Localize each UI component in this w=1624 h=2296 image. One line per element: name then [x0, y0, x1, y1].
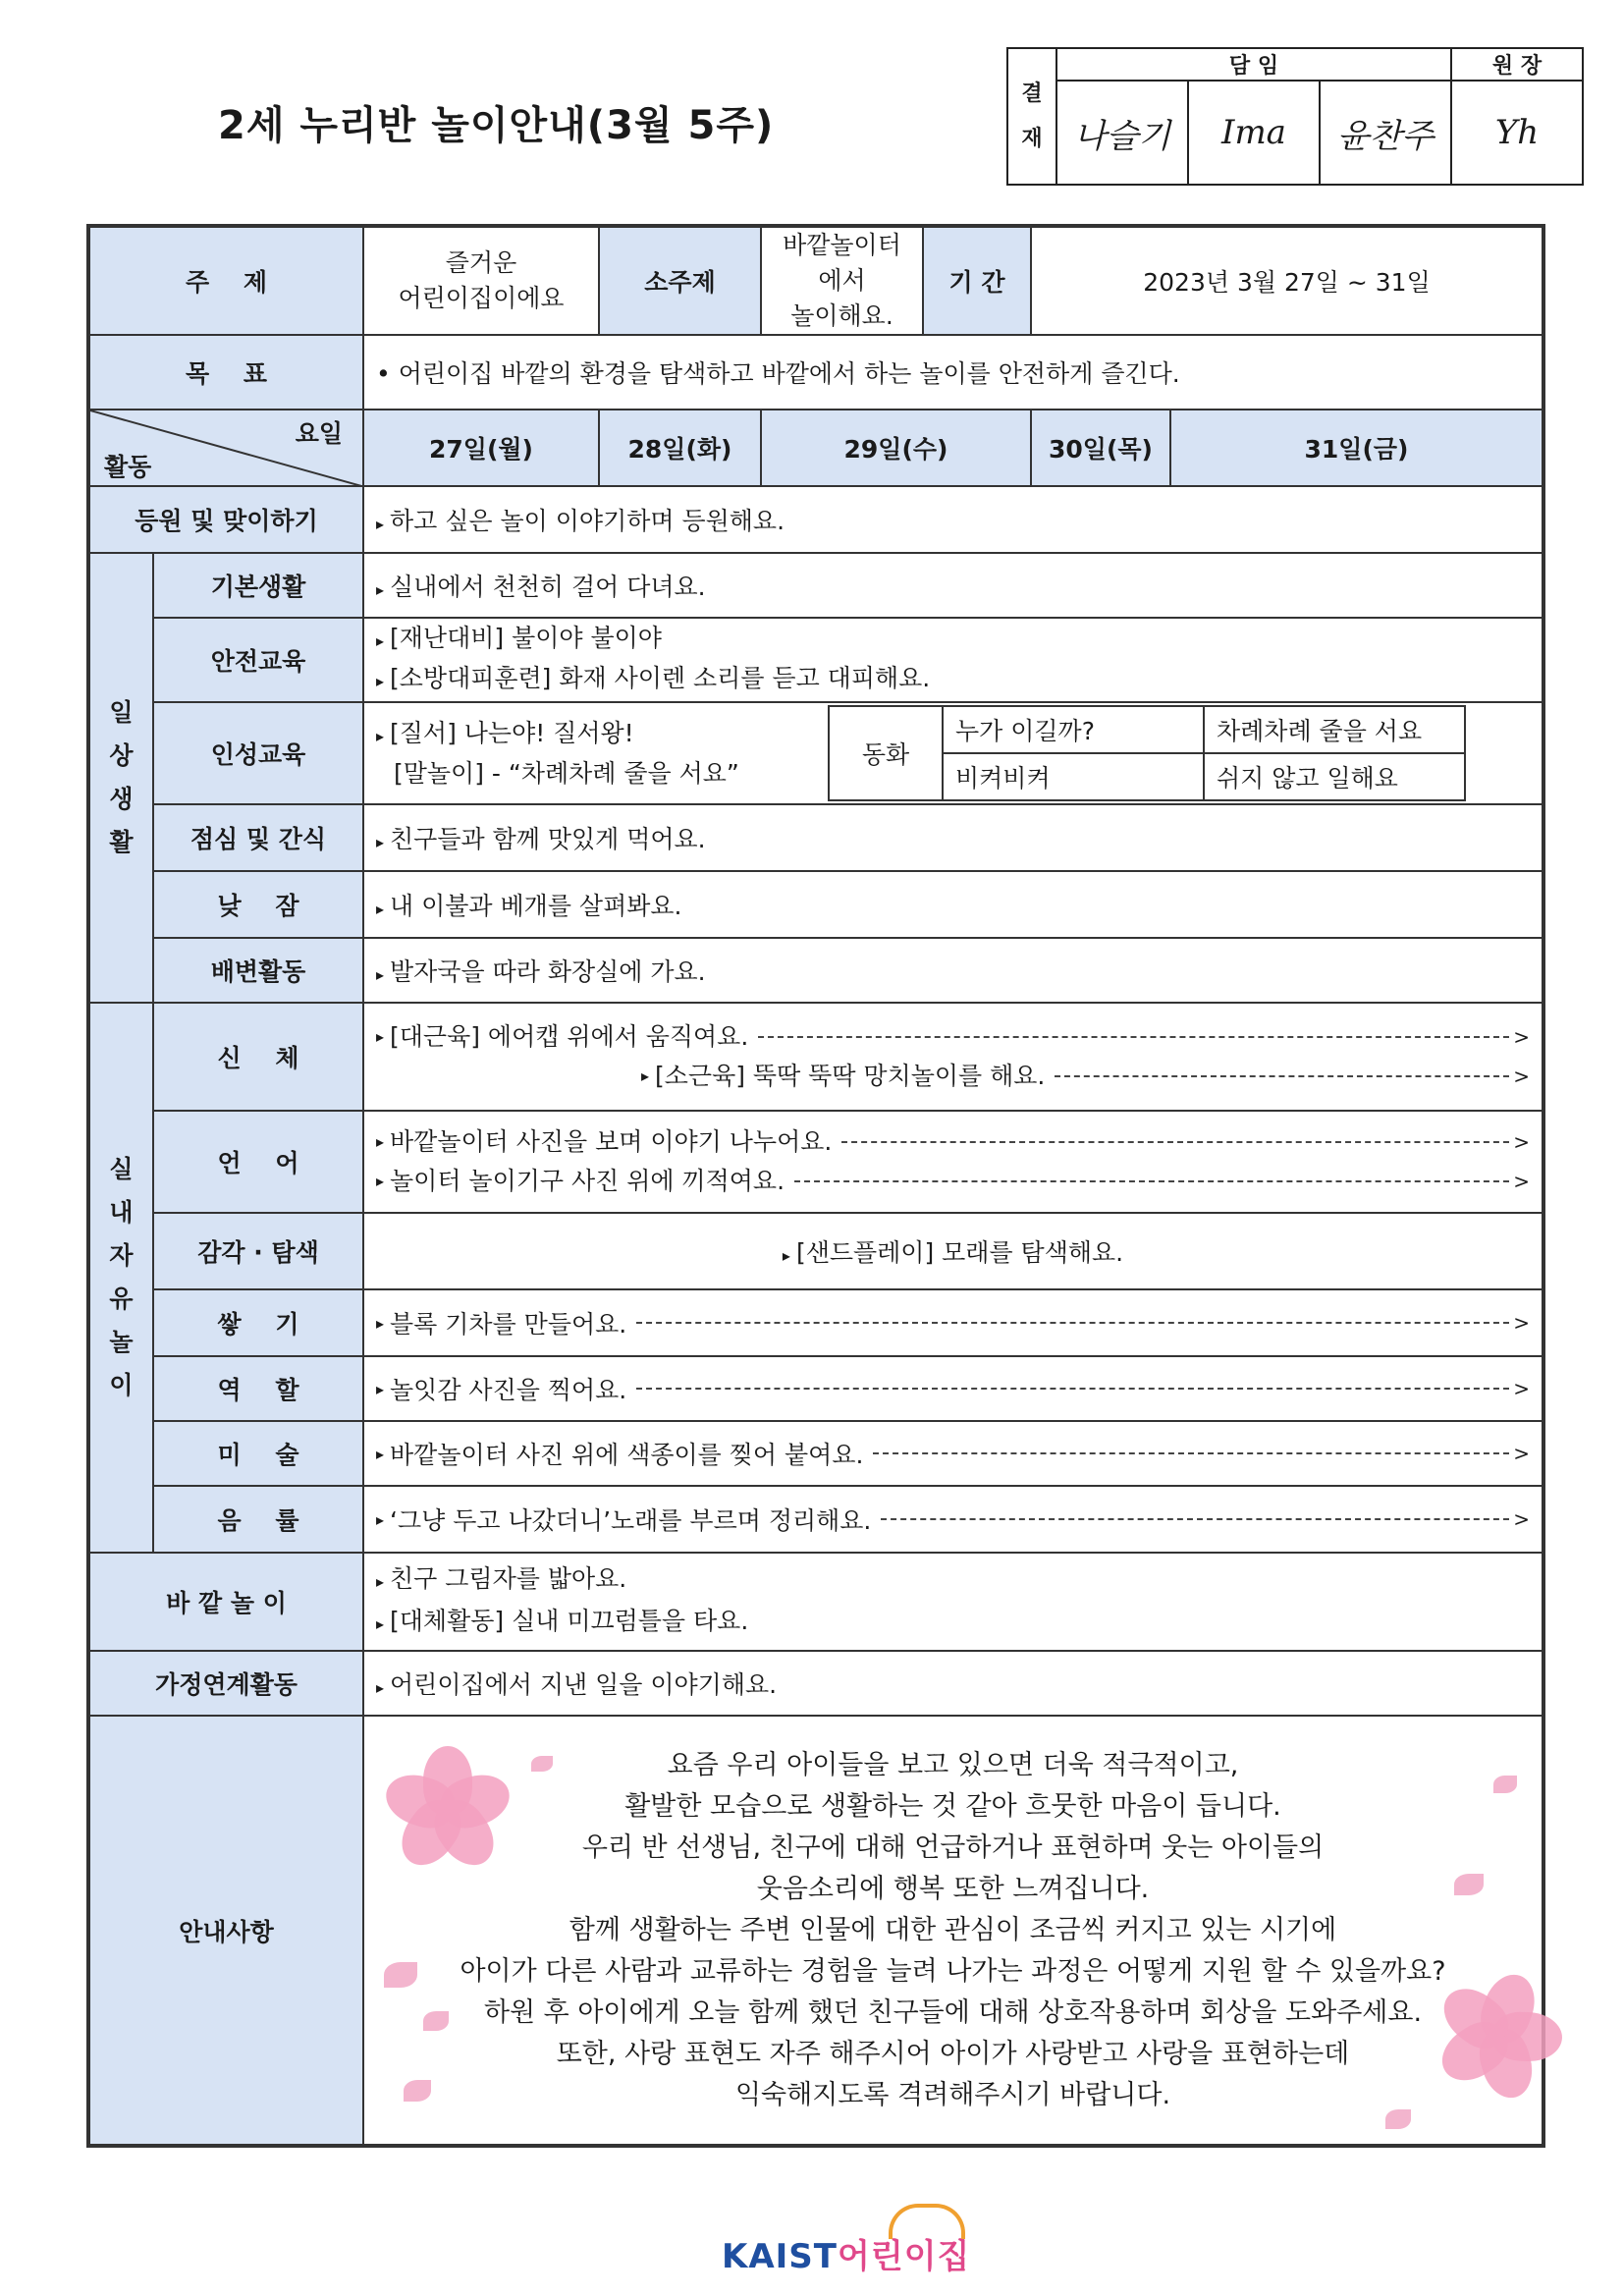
- activity-label: 활동: [104, 453, 152, 481]
- indoor-play-group-label: [88, 1003, 153, 1553]
- subtheme-label: 소주제: [599, 226, 761, 335]
- safety-line-2: [소방대피훈련] 화재 사이렌 소리를 듣고 대피해요.: [390, 664, 931, 692]
- bullet-icon: ▸: [782, 1246, 790, 1265]
- toilet-text: [363, 938, 1543, 1003]
- day-tue: 28일(화): [599, 410, 761, 486]
- meal-label: 점심 및 간식: [153, 804, 363, 871]
- arrival-text-value: 하고 싶은 놀이 이야기하며 등원해요.: [390, 507, 785, 535]
- meal-value: 친구들과 함께 맛있게 먹어요.: [390, 825, 706, 853]
- safety-line-1: [재난대비] 불이야 불이야: [390, 624, 662, 652]
- day-fri: 31일(금): [1170, 410, 1543, 486]
- goal-value: • 어린이집 바깥의 환경을 탐색하고 바깥에서 하는 놀이를 안전하게 즐긴다.: [363, 335, 1543, 410]
- language-text: [363, 1111, 1543, 1213]
- sensory-text: [363, 1213, 1543, 1289]
- daily-char-4: 활: [109, 828, 134, 856]
- subtheme-value: 바깥놀이터에서 놀이해요.: [761, 226, 923, 335]
- meal-text: [363, 804, 1543, 871]
- body-label: 신 체: [153, 1003, 363, 1111]
- bullet-icon: ▸: [376, 1444, 385, 1463]
- blocks-label: 쌓 기: [153, 1289, 363, 1356]
- dashed-arrow: [841, 1141, 1509, 1143]
- arrow-head-icon: >: [1513, 1442, 1530, 1465]
- notice-cell: [363, 1716, 1543, 2146]
- approval-teacher-header: 담 임: [1056, 48, 1451, 81]
- story-label: 동화: [829, 706, 943, 800]
- signature-1: 나슬기: [1056, 81, 1188, 185]
- bullet-icon: ▸: [376, 1572, 385, 1591]
- dashed-arrow: [1055, 1075, 1509, 1077]
- bullet-icon: ▸: [376, 1379, 385, 1398]
- story-3: 비켜비켜: [943, 753, 1204, 800]
- music-value: ‘그냥 두고 나갔더니’노래를 부르며 정리해요.: [390, 1506, 872, 1535]
- arrow-head-icon: >: [1513, 1025, 1530, 1049]
- logo-kaist-text: KAIST: [722, 2237, 838, 2276]
- body-line-2: [소근육] 뚝딱 뚝딱 망치놀이를 해요.: [655, 1062, 1046, 1090]
- theme-label: 주 제: [88, 226, 363, 335]
- basic-life-label: 기본생활: [153, 553, 363, 618]
- arrow-head-icon: >: [1513, 1507, 1530, 1531]
- plan-table: [86, 224, 1545, 2148]
- music-text: [363, 1486, 1543, 1553]
- nap-text: [363, 871, 1543, 938]
- notice-line: 익숙해지도록 격려해주시기 바랍니다.: [734, 2079, 1171, 2110]
- indoor-char-4: 유: [109, 1285, 134, 1313]
- character-label: 인성교육: [153, 702, 363, 804]
- outdoor-line-2: [대체활동] 실내 미끄럼틀을 타요.: [390, 1607, 749, 1635]
- signature-3: 윤찬주: [1320, 81, 1451, 185]
- bullet-icon: ▸: [376, 515, 385, 533]
- bullet-icon: ▸: [376, 1678, 385, 1697]
- notice-line: 함께 생활하는 주변 인물에 대한 관심이 조금씩 커지고 있는 시기에: [568, 1914, 1337, 1945]
- role-text: [363, 1356, 1543, 1421]
- page-title: 2세 누리반 놀이안내(3월 5주): [218, 103, 775, 148]
- arrow-head-icon: >: [1513, 1311, 1530, 1335]
- bullet-icon: ▸: [376, 1172, 385, 1190]
- character-cell: [363, 702, 1543, 804]
- indoor-char-3: 자: [109, 1241, 134, 1270]
- day-activity-header: [88, 410, 363, 486]
- daily-life-group-label: [88, 553, 153, 1003]
- signature-2: Ima: [1188, 81, 1320, 185]
- bullet-icon: ▸: [376, 1132, 385, 1151]
- sensory-label: 감각 · 탐색: [153, 1213, 363, 1289]
- dashed-arrow: [636, 1322, 1509, 1324]
- bullet-icon: ▸: [376, 726, 385, 745]
- language-line-1: 바깥놀이터 사진을 보며 이야기 나누어요.: [390, 1127, 833, 1156]
- arrival-text: [363, 486, 1543, 553]
- bullet-icon: ▸: [376, 900, 385, 918]
- character-line-2: [말놀이] - “차례차례 줄을 서요”: [394, 758, 739, 788]
- notice-line: 활발한 모습으로 생활하는 것 같아 흐뭇한 마음이 듭니다.: [624, 1790, 1281, 1822]
- bullet-icon: ▸: [376, 1027, 385, 1046]
- bullet-icon: ▸: [376, 1313, 385, 1333]
- house-roof-icon: [889, 2204, 965, 2239]
- notice-line: 또한, 사랑 표현도 자주 해주시어 아이가 사랑받고 사랑을 표현하는데: [556, 2038, 1350, 2069]
- nap-label: 낮 잠: [153, 871, 363, 938]
- approval-side-1: 결: [1021, 81, 1043, 106]
- outdoor-label: 바 깥 놀 이: [88, 1553, 363, 1651]
- dashed-arrow: [794, 1180, 1509, 1182]
- bullet-icon: ▸: [376, 833, 385, 851]
- outdoor-line-1: 친구 그림자를 밟아요.: [390, 1564, 627, 1593]
- dashed-arrow: [873, 1452, 1509, 1454]
- language-line-2: 놀이터 놀이기구 사진 위에 끼적여요.: [390, 1167, 785, 1195]
- music-label: 음 률: [153, 1486, 363, 1553]
- indoor-char-2: 내: [109, 1198, 134, 1227]
- signature-4: Yh: [1451, 81, 1583, 185]
- day-thu: 30일(목): [1031, 410, 1170, 486]
- theme-value: 즐거운 어린이집이에요: [363, 226, 599, 335]
- arrow-head-icon: >: [1513, 1377, 1530, 1400]
- story-1: 누가 이길까?: [943, 706, 1204, 753]
- art-label: 미 술: [153, 1421, 363, 1486]
- bullet-icon: ▸: [376, 580, 385, 599]
- daily-char-3: 생: [109, 785, 134, 813]
- sensory-value: [샌드플레이] 모래를 탐색해요.: [795, 1238, 1124, 1267]
- day-label: 요일: [295, 419, 343, 448]
- dashed-arrow: [881, 1518, 1509, 1520]
- safety-text: [363, 618, 1543, 702]
- bullet-icon: ▸: [641, 1066, 650, 1085]
- day-mon: 27일(월): [363, 410, 599, 486]
- dashed-arrow: [758, 1036, 1509, 1038]
- bullet-icon: ▸: [376, 672, 385, 690]
- dashed-arrow: [636, 1388, 1509, 1390]
- body-line-1: [대근육] 에어캡 위에서 움직여요.: [390, 1022, 749, 1051]
- arrow-head-icon: >: [1513, 1065, 1530, 1088]
- indoor-char-6: 이: [109, 1371, 134, 1399]
- approval-director-header: 원 장: [1451, 48, 1583, 81]
- safety-label: 안전교육: [153, 618, 363, 702]
- basic-life-text: [363, 553, 1543, 618]
- art-value: 바깥놀이터 사진 위에 색종이를 찢어 붙여요.: [390, 1441, 864, 1469]
- approval-box: [1006, 47, 1584, 186]
- notice-text: [364, 1725, 1542, 2136]
- indoor-char-5: 놀: [109, 1328, 134, 1356]
- daily-char-2: 상: [109, 741, 134, 770]
- notice-line: 하원 후 아이에게 오늘 함께 했던 친구들에 대해 상호작용하며 회상을 도와주세요.: [483, 1996, 1423, 2028]
- blocks-text: [363, 1289, 1543, 1356]
- notice-line: 아이가 다른 사람과 교류하는 경험을 늘려 나가는 과정은 어떻게 지원 할 수 있을까요?: [460, 1955, 1446, 1987]
- blocks-value: 블록 기차를 만들어요.: [390, 1310, 627, 1339]
- language-label: 언 어: [153, 1111, 363, 1213]
- story-table: [828, 705, 1466, 801]
- basic-life-value: 실내에서 천천히 걸어 다녀요.: [390, 573, 706, 601]
- body-text: [363, 1003, 1543, 1111]
- arrow-head-icon: >: [1513, 1130, 1530, 1154]
- approval-side-label: [1007, 48, 1056, 185]
- bullet-icon: ▸: [376, 965, 385, 984]
- art-text: [363, 1421, 1543, 1486]
- story-2: 차례차례 줄을 서요: [1204, 706, 1465, 753]
- toilet-value: 발자국을 따라 화장실에 가요.: [390, 957, 706, 986]
- nap-value: 내 이불과 베개를 살펴봐요.: [390, 892, 682, 920]
- arrow-head-icon: >: [1513, 1170, 1530, 1193]
- logo-daycare-text: 어린이집: [838, 2237, 971, 2276]
- story-4: 쉬지 않고 일해요: [1204, 753, 1465, 800]
- toilet-label: 배변활동: [153, 938, 363, 1003]
- outdoor-text: [363, 1553, 1543, 1651]
- period-label: 기 간: [923, 226, 1031, 335]
- notice-line: 웃음소리에 행복 또한 느껴집니다.: [756, 1873, 1150, 1904]
- day-wed: 29일(수): [761, 410, 1031, 486]
- bullet-icon: ▸: [376, 1614, 385, 1633]
- home-value: 어린이집에서 지낸 일을 이야기해요.: [390, 1670, 778, 1699]
- notice-line: 우리 반 선생님, 친구에 대해 언급하거나 표현하며 웃는 아이들의: [581, 1831, 1325, 1863]
- home-label: 가정연계활동: [88, 1651, 363, 1716]
- daily-char-1: 일: [109, 698, 134, 727]
- indoor-char-1: 실: [109, 1155, 134, 1183]
- kaist-logo: [722, 2229, 970, 2277]
- role-value: 놀잇감 사진을 찍어요.: [390, 1376, 627, 1404]
- bullet-icon: ▸: [376, 1509, 385, 1529]
- arrival-label: 등원 및 맞이하기: [88, 486, 363, 553]
- notice-label: 안내사항: [88, 1716, 363, 2146]
- role-label: 역 할: [153, 1356, 363, 1421]
- approval-side-2: 재: [1021, 126, 1043, 151]
- goal-label: 목 표: [88, 335, 363, 410]
- home-text: [363, 1651, 1543, 1716]
- character-line-1: [질서] 나는야! 질서왕!: [390, 718, 634, 747]
- period-value: 2023년 3월 27일 ~ 31일: [1031, 226, 1543, 335]
- notice-line: 요즘 우리 아이들을 보고 있으면 더욱 적극적이고,: [667, 1749, 1239, 1780]
- bullet-icon: ▸: [376, 631, 385, 650]
